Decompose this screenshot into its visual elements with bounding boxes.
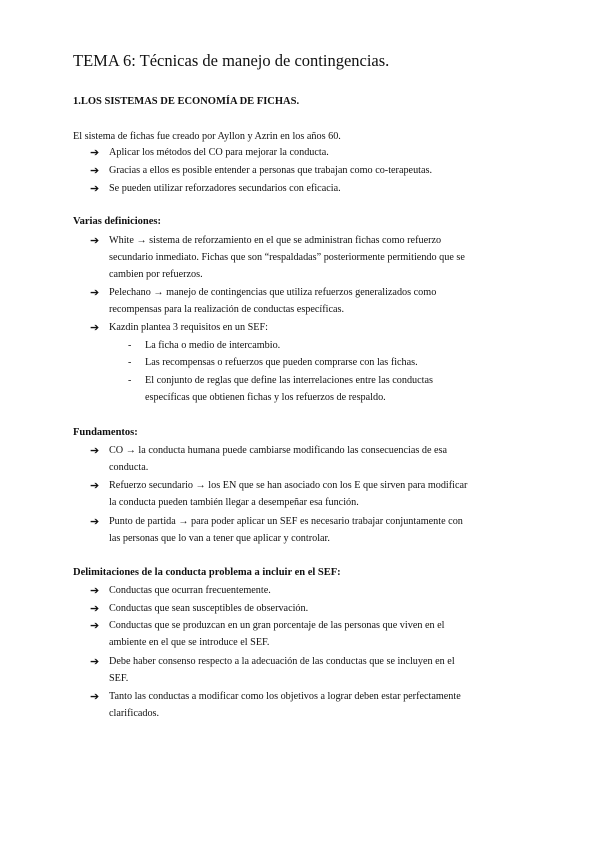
arrow-bullet-icon: ➔: [90, 445, 100, 457]
arrow-bullet-icon: ➔: [90, 147, 100, 159]
arrow-bullet-icon: ➔: [90, 183, 100, 195]
arrow-bullet-icon: ➔: [90, 603, 100, 615]
bullet-text: Conductas que sean susceptibles de observación.: [109, 603, 309, 614]
arrow-bullet-icon: ➔: [90, 585, 100, 597]
section-heading-delimitaciones: Delimitaciones de la conducta problema a incluir en el SEF:: [73, 567, 341, 578]
bullet-text: CO → la conducta humana puede cambiarse modificando las consecuencias de esa: [109, 445, 448, 456]
bullet-text: Tanto las conductas a modificar como los objetivos a lograr deben estar perfectamente: [109, 691, 461, 702]
bullet-text: Refuerzo secundario → los EN que se han asociado con los E que sirven para modificar: [109, 480, 468, 491]
section-heading-fundamentos: Fundamentos:: [73, 427, 138, 438]
bullet-text-continued: conducta.: [109, 462, 149, 473]
arrow-bullet-icon: ➔: [90, 691, 100, 703]
dash-bullet-icon: -: [128, 357, 132, 368]
bullet-text: Kazdin plantea 3 requisitos en un SEF:: [109, 322, 269, 333]
sub-bullet-text: Las recompensas o refuerzos que pueden comprarse con las fichas.: [145, 357, 418, 368]
bullet-text: Conductas que ocurran frecuentemente.: [109, 585, 271, 596]
bullet-text: Debe haber consenso respecto a la adecuación de las conductas que se incluyen en el: [109, 656, 455, 667]
intro-text: El sistema de fichas fue creado por Ayllon y Azrin en los años 60.: [73, 131, 341, 142]
bullet-text: Punto de partida → para poder aplicar un SEF es necesario trabajar conjuntamente con: [109, 516, 463, 527]
bullet-text-continued: cambien por refuerzos.: [109, 269, 203, 280]
sub-bullet-text-continued: específicas que obtienen fichas y los refuerzos de respaldo.: [145, 392, 386, 403]
dash-bullet-icon: -: [128, 375, 132, 386]
sub-bullet-text: El conjunto de reglas que define las interrelaciones entre las conductas: [145, 375, 433, 386]
bullet-text-continued: clarificados.: [109, 708, 160, 719]
arrow-bullet-icon: ➔: [90, 620, 100, 632]
bullet-text: Pelechano → manejo de contingencias que utiliza refuerzos generalizados como: [109, 287, 437, 298]
section-heading-definiciones: Varias definiciones:: [73, 216, 161, 227]
arrow-bullet-icon: ➔: [90, 656, 100, 668]
section-heading-fichas: 1.LOS SISTEMAS DE ECONOMÍA DE FICHAS.: [73, 96, 300, 107]
bullet-text-continued: recompensas para la realización de conductas específicas.: [109, 304, 345, 315]
dash-bullet-icon: -: [128, 340, 132, 351]
bullet-text: Se pueden utilizar reforzadores secundarios con eficacia.: [109, 183, 341, 194]
bullet-text: Gracias a ellos es posible entender a personas que trabajan como co-terapeutas.: [109, 165, 433, 176]
arrow-bullet-icon: ➔: [90, 480, 100, 492]
bullet-text-continued: las personas que lo van a tener que aplicar y controlar.: [109, 533, 330, 544]
arrow-bullet-icon: ➔: [90, 322, 100, 334]
arrow-bullet-icon: ➔: [90, 165, 100, 177]
bullet-text: Conductas que se produzcan en un gran porcentaje de las personas que viven en el: [109, 620, 445, 631]
bullet-text: White → sistema de reforzamiento en el que se administran fichas como refuerzo: [109, 235, 442, 246]
page-title: TEMA 6: Técnicas de manejo de contingencias.: [73, 51, 390, 70]
bullet-text: Aplicar los métodos del CO para mejorar la conducta.: [109, 147, 329, 158]
bullet-text-continued: ambiente en el que se introduce el SEF.: [109, 637, 270, 648]
sub-bullet-text: La ficha o medio de intercambio.: [145, 340, 281, 351]
arrow-bullet-icon: ➔: [90, 235, 100, 247]
bullet-text-continued: SEF.: [109, 673, 129, 684]
bullet-text-continued: secundario inmediato. Fichas que son “respaldadas” posteriormente permitiendo que se: [109, 252, 465, 263]
arrow-bullet-icon: ➔: [90, 516, 100, 528]
arrow-bullet-icon: ➔: [90, 287, 100, 299]
bullet-text-continued: la conducta pueden también llegar a desempeñar esa función.: [109, 497, 359, 508]
